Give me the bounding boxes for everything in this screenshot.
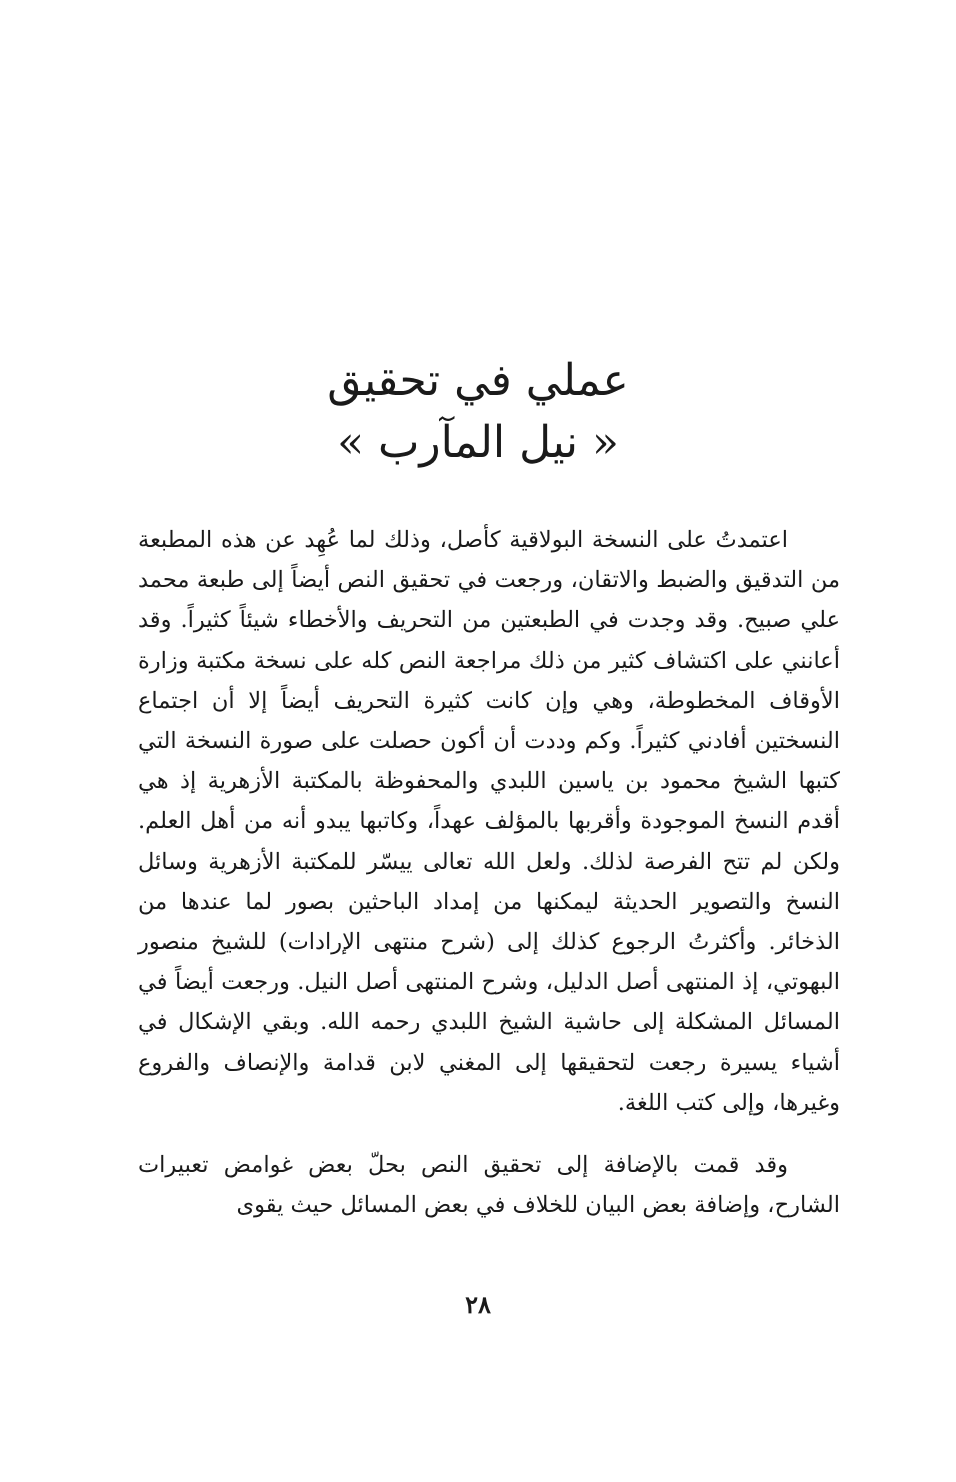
paragraph-1: اعتمدتُ على النسخة البولاقية كأصل، وذلك لما عُهِد عن هذه المطبعة من التدقيق والضبط والاتقان، ورجعت في تحقيق النص أيضاً إلى طبعة محمد علي صبيح. وقد وجدت في الطبعتين من التحريف والأخطاء شيئاً كثيراً. وقد أعانني على اكتشاف كثير من ذلك مراجعة النص كله على نسخة مكتبة وزارة الأوقاف المخطوطة، وهي وإن كانت كثيرة التحريف أيضاً إلا أن اجتماع النسختين أفادني كثيراً. وكم وددت أن أكون حصلت على صورة النسخة التي كتبها الشيخ محمود بن ياسين اللبدي والمحفوظة بالمكتبة الأزهرية إذ هي أقدم النسخ الموجودة وأقربها بالمؤلف عهداً، وكاتبها يبدو أنه من أهل العلم. ولكن لم تتح الفرصة لذلك. ولعل الله تعالى ييسّر للمكتبة الأزهرية وسائل النسخ والتصوير الحديثة ليمكنها من إمداد الباحثين بصور لما عندها من الذخائر. وأكثرتُ الرجوع كذلك إلى (شرح منتهى الإرادات) للشيخ منصور البهوتي، إذ المنتهى أصل الدليل، وشرح المنتهى أصل النيل. ورجعت أيضاً في المسائل المشكلة إلى حاشية الشيخ اللبدي رحمه الله. وبقي الإشكال في أشياء يسيرة رجعت لتحقيقها إلى المغني لابن قدامة والإنصاف والفروع وغيرها، وإلى كتب اللغة.	[138, 527, 840, 1116]
heading-line-1: عملي في تحقيق	[327, 355, 629, 406]
chapter-heading	[0, 350, 956, 474]
body-text	[138, 520, 840, 1225]
page-number: ٢٨	[465, 1290, 491, 1319]
paragraph-2: وقد قمت بالإضافة إلى تحقيق النص بحلّ بعض غوامض تعبيرات الشارح، وإضافة بعض البيان للخلاف في بعض المسائل حيث يقوى	[138, 1152, 840, 1219]
heading-line-2: « نيل المآرب »	[337, 417, 619, 468]
